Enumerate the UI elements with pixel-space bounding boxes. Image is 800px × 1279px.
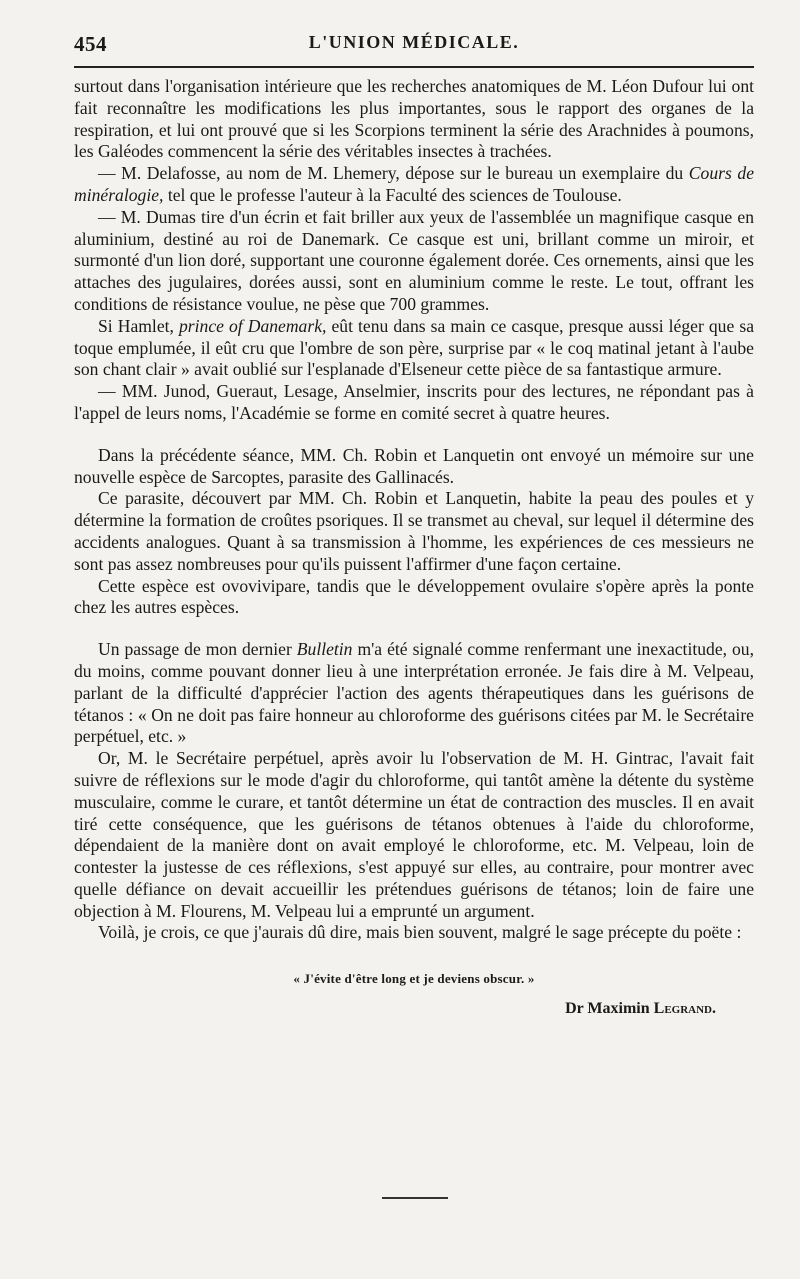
paragraph-9-end: m'a été signalé comme renfermant une inexactitude, ou, du moins, comme pouvant donner lieu à une interprétation erronée. Je fais dire à M. Velpeau, parlant de la difficulté d'apprécier l'action des agents thérapeutiques dans les guérisons de tétanos : « On ne doit pas faire honneur au chloroforme des guérisons citées par M. le Secrétaire perpétuel, etc. » — [74, 639, 754, 747]
paragraph-2-end: tel que le professe l'auteur à la Faculté des sciences de Toulouse. — [163, 184, 622, 205]
paragraph-8: Cette espèce est ovovivipare, tandis que le développement ovulaire s'opère après la ponte chez les autres espèces. — [74, 575, 754, 618]
book-title: Cours de minéralogie, — [74, 163, 754, 205]
bulletin-title: Bulletin — [296, 639, 353, 660]
paragraph-10: Or, M. le Secrétaire perpétuel, après avoir lu l'observation de M. H. Gintrac, l'avait fait suivre de réflexions sur le mode d'agir du chloroforme, qui tantôt amène la détente du système musculaire, comme le curare, et tantôt détermine un état de contraction des muscles. Il en avait tiré cette conséquence, que les guérisons de tétanos obtenues à l'aide du chloroforme, dépendaient de la manière dont on avait employé le chloroforme, etc. M. Velpeau, loin de contester la justesse de ces réflexions, s'est appuyé sur elles, au contraire, pour montrer avec quelle défiance on devait accueillir les prétendues guérisons de tétanos; loin de faire une objection à M. Flourens, M. Velpeau lui a emprunté un argument. — [74, 748, 754, 921]
paragraph-2-start: — M. Delafosse, au nom de M. Lhemery, dépose sur le bureau un exemplaire du — [98, 163, 689, 184]
page-header — [74, 28, 754, 58]
paragraph-3: — M. Dumas tire d'un écrin et fait briller aux yeux de l'assemblée un magnifique casque en aluminium, destiné au roi de Danemark. Ce casque est uni, brillant comme un miroir, et surmonté d'un lion doré, supportant une couronne également dorée. Ces ornements, ainsi que les attaches des jugulaires, dorées aussi, sont en aluminium comme le reste. Le tout, offrant les conditions de résistance voulue, ne pèse que 700 grammes. — [74, 206, 754, 314]
paragraph-5: — MM. Junod, Gueraut, Lesage, Anselmier, inscrits pour des lectures, ne répondant pas à l'appel de leurs noms, l'Académie se forme en comité secret à quatre heures. — [74, 381, 754, 423]
paragraph-7: Ce parasite, découvert par MM. Ch. Robin et Lanquetin, habite la peau des poules et y détermine la formation de croûtes psoriques. Il se transmet au cheval, sur lequel il détermine des accidents analogues. Quant à sa transmission à l'homme, les expériences de ces messieurs ne sont pas assez nombreuses pour qu'ils puissent l'affirmer d'une façon certaine. — [74, 488, 754, 574]
running-head: L'UNION MÉDICALE. — [308, 32, 520, 52]
paragraph-4 — [74, 316, 754, 381]
author-signature — [74, 998, 754, 1020]
paragraph-1: surtout dans l'organisation intérieure que les recherches anatomiques de M. Léon Dufour lui ont fait reconnaître les modifications les plus importantes, sous le rapport des organes de la respiration, et lui ont prouvé que si les Scorpions terminent la série des Arachnides à poumons, les Galéodes commencent la série des véritables insectes à trachées. — [74, 76, 754, 162]
signature-surname: Legrand. — [653, 1000, 716, 1018]
paragraph-6: Dans la précédente séance, MM. Ch. Robin et Lanquetin ont envoyé un mémoire sur une nouvelle espèce de Sarcoptes, parasite des Gallinacés. — [74, 444, 754, 487]
header-rule — [74, 66, 754, 68]
poet-quote: « J'évite d'être long et je deviens obscur. » — [293, 971, 535, 987]
signature-prefix: Dr Maximin — [565, 1000, 654, 1018]
footer-rule — [382, 1197, 448, 1199]
paragraph-4-start: Si Hamlet, — [98, 315, 179, 336]
paragraph-9 — [74, 639, 754, 748]
paragraph-4-end: eût tenu dans sa main ce casque, presque aussi léger que sa toque emplumée, il eût cru que l'ombre de son père, surprise par « le coq matinal jetant à l'aube son chant clair » avait oublié sur l'esplanade d'Elseneur cette pièce de sa fantastique armure. — [74, 315, 755, 380]
page-number: 454 — [74, 32, 107, 56]
paragraph-9-start: Un passage de mon dernier — [98, 639, 297, 660]
hamlet-title: prince of Danemark, — [178, 315, 327, 336]
paragraph-11: Voilà, je crois, ce que j'aurais dû dire, mais bien souvent, malgré le sage précepte du poëte : — [98, 922, 742, 943]
article-body — [74, 76, 754, 1020]
paragraph-2 — [74, 163, 754, 207]
